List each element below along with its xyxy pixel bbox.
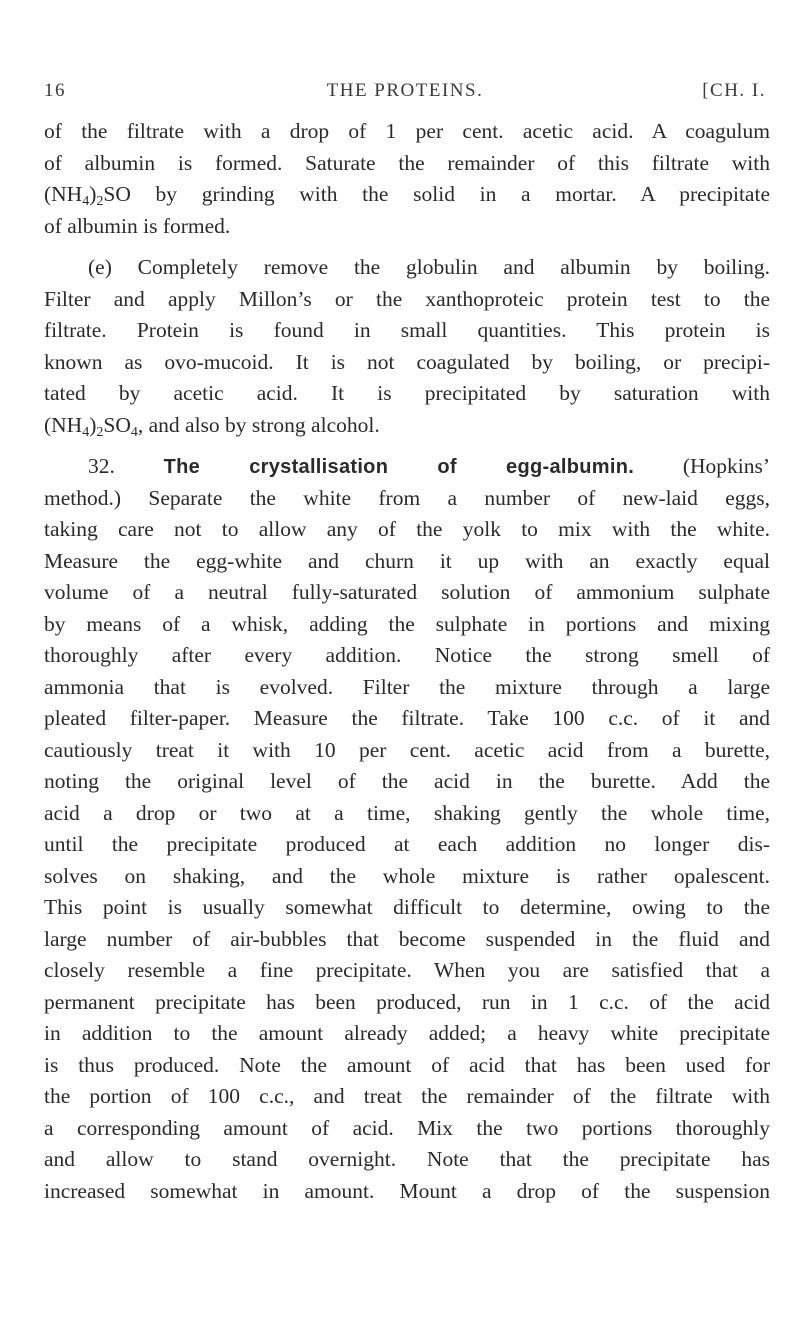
section-32: [44, 451, 770, 1207]
text-line: permanent precipitate has been produced, run in 1 c.c. of the acid: [44, 989, 770, 1014]
text-line: noting the original level of the acid in the burette. Add the: [44, 769, 770, 793]
text-line: cautiously treat it with 10 per cent. acetic acid from a burette,: [44, 737, 770, 762]
text-line: tated by acetic acid. It is precipitated by saturation with: [44, 381, 770, 405]
text-line: This point is usually somewhat difficult to determine, owing to the: [44, 895, 770, 919]
text-line: Measure the egg-white and churn it up with an exactly equal: [44, 548, 770, 573]
text-line: of albumin is formed.: [44, 213, 231, 238]
text-line: method.) Separate the white from a number of new-laid eggs,: [44, 485, 770, 510]
text-line: thoroughly after every addition. Notice the strong smell of: [44, 643, 770, 667]
text-line: pleated filter-paper. Measure the filtrate. Take 100 c.c. of it and: [44, 706, 770, 730]
paragraph-e: [44, 252, 770, 441]
text-line: $(NH_4)_2SO$ by grinding with the solid in a mortar. A precipitate: [44, 182, 770, 209]
text-line: in addition to the amount already added; a heavy white precipitate: [44, 1021, 770, 1045]
text-line: large number of air-bubbles that become suspended in the fluid and: [44, 926, 770, 951]
text-line: taking care not to allow any of the yolk to mix with the white.: [44, 517, 770, 541]
text-line: solves on shaking, and the whole mixture is rather opalescent.: [44, 863, 770, 888]
section-number: 32.: [88, 454, 115, 478]
text-line: the portion of 100 c.c., and treat the remainder of the filtrate with: [44, 1084, 770, 1108]
text-line: $(NH_4)_2SO_4$, and also by strong alcohol.: [44, 412, 380, 440]
text-line: ammonia that is evolved. Filter the mixture through a large: [44, 674, 770, 699]
text-line: increased somewhat in amount. Mount a drop of the suspension: [44, 1178, 770, 1203]
text-line: closely resemble a fine precipitate. When you are satisfied that a: [44, 958, 770, 982]
text-line: a corresponding amount of acid. Mix the two portions thoroughly: [44, 1115, 770, 1140]
running-head: [44, 80, 766, 110]
text-line: is thus produced. Note the amount of acid that has been used for: [44, 1052, 770, 1077]
running-title: THE PROTEINS.: [326, 80, 484, 101]
text-line: filtrate. Protein is found in small quantities. This protein is: [44, 318, 770, 342]
text-line: (e) Completely remove the globulin and albumin by boiling.: [88, 255, 770, 279]
page-number: 16: [44, 80, 66, 101]
text-line: and allow to stand overnight. Note that the precipitate has: [44, 1147, 770, 1171]
chapter-reference: [CH. I.: [702, 80, 766, 101]
text-line: of the filtrate with a drop of 1 per cent. acetic acid. A coagulum: [44, 119, 770, 143]
text-line: until the precipitate produced at each addition no longer dis-: [44, 832, 770, 856]
text-line: of albumin is formed. Saturate the remainder of this filtrate with: [44, 150, 770, 175]
body-text: [44, 116, 770, 1207]
text-line: by means of a whisk, adding the sulphate in portions and mixing: [44, 611, 770, 636]
paragraph-continuation: [44, 116, 770, 242]
section-heading: The crystallisation of egg-albumin.: [163, 456, 635, 478]
section-heading-line: 32. The crystallisation of egg-albumin. (Hopkins’: [88, 454, 770, 478]
text-line: acid a drop or two at a time, shaking gently the whole time,: [44, 800, 770, 825]
text-line: known as ovo-mucoid. It is not coagulated by boiling, or precipi-: [44, 349, 770, 374]
text-line: Filter and apply Millon’s or the xanthoproteic protein test to the: [44, 286, 770, 311]
text-line: volume of a neutral fully-saturated solution of ammonium sulphate: [44, 580, 770, 604]
